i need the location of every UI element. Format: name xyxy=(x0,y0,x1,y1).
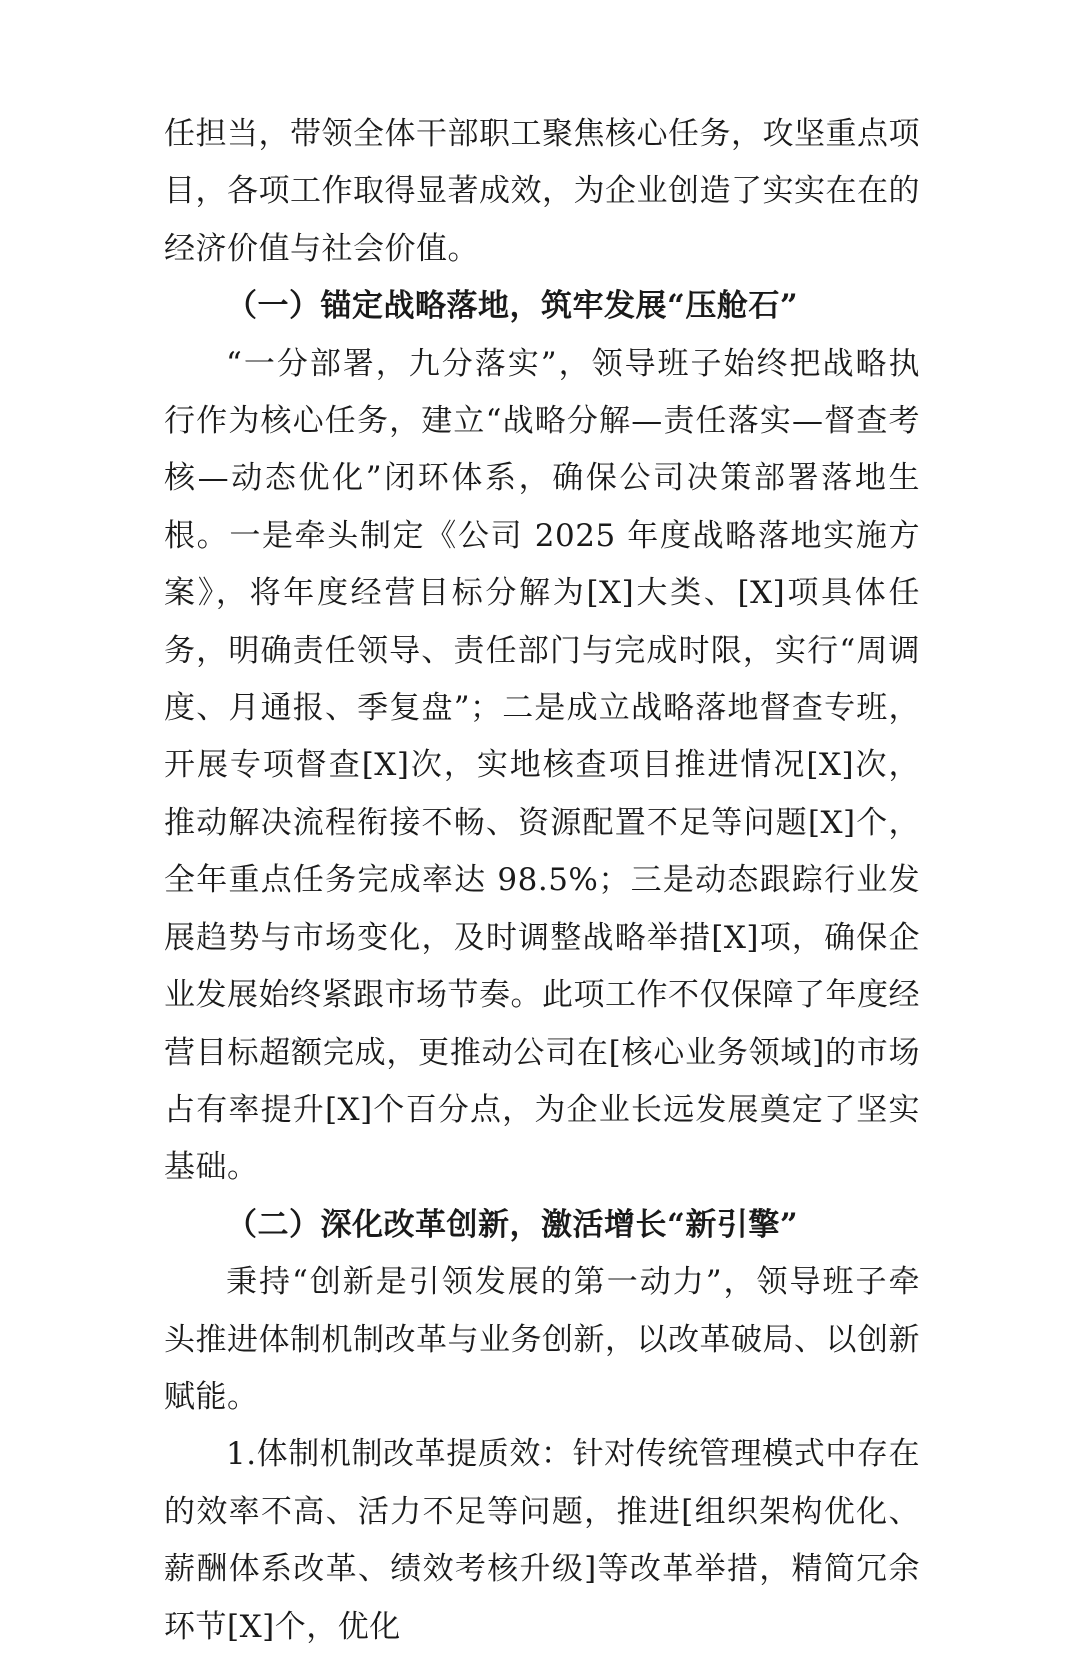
paragraph-innovation: 秉持“创新是引领发展的第一动力”，领导班子牵头推进体制机制改革与业务创新，以改革破局、以创新赋能。 xyxy=(164,1264,920,1415)
section-heading-1: （一）锚定战略落地，筑牢发展“压舱石” xyxy=(226,288,799,325)
paragraph-strategy: “一分部署，九分落实”，领导班子始终把战略执行作为核心任务，建立“战略分解—责任落实—督查考核—动态优化”闭环体系，确保公司决策部署落地生根。一是牵头制定《公司 2025 年度战略落地实施方案》，将年度经营目标分解为[X]大类、[X]项具体任务，明确责任领导、责任部门与完成时限，实行“周调度、月通报、季复盘”；二是成立战略落地督查专班，开展专项督查[X]次，实地核查项目推进情况[X]次，推动解决流程衔接不畅、资源配置不足等问题[X]个，全年重点任务完成率达 98.5%；三是动态跟踪行业发展趋势与市场变化，及时调整战略举措[X]项，确保企业发展始终紧跟市场节奏。此项工作不仅保障了年度经营目标超额完成，更推动公司在[核心业务领域]的市场占有率提升[X]个百分点，为企业长远发展奠定了坚实基础。 xyxy=(164,345,920,1186)
paragraph-reform-item-1: 1.体制机制改革提质效：针对传统管理模式中存在的效率不高、活力不足等问题，推进[组织架构优化、薪酬体系改革、绩效考核升级]等改革举措，精简冗余环节[X]个，优化 xyxy=(164,1436,920,1645)
document-body xyxy=(164,106,920,1656)
paragraph-intro-continuation: 任担当，带领全体干部职工聚焦核心任务，攻坚重点项目，各项工作取得显著成效，为企业创造了实实在在的经济价值与社会价值。 xyxy=(164,116,920,267)
section-heading-2: （二）深化改革创新，激活增长“新引擎” xyxy=(226,1206,799,1243)
